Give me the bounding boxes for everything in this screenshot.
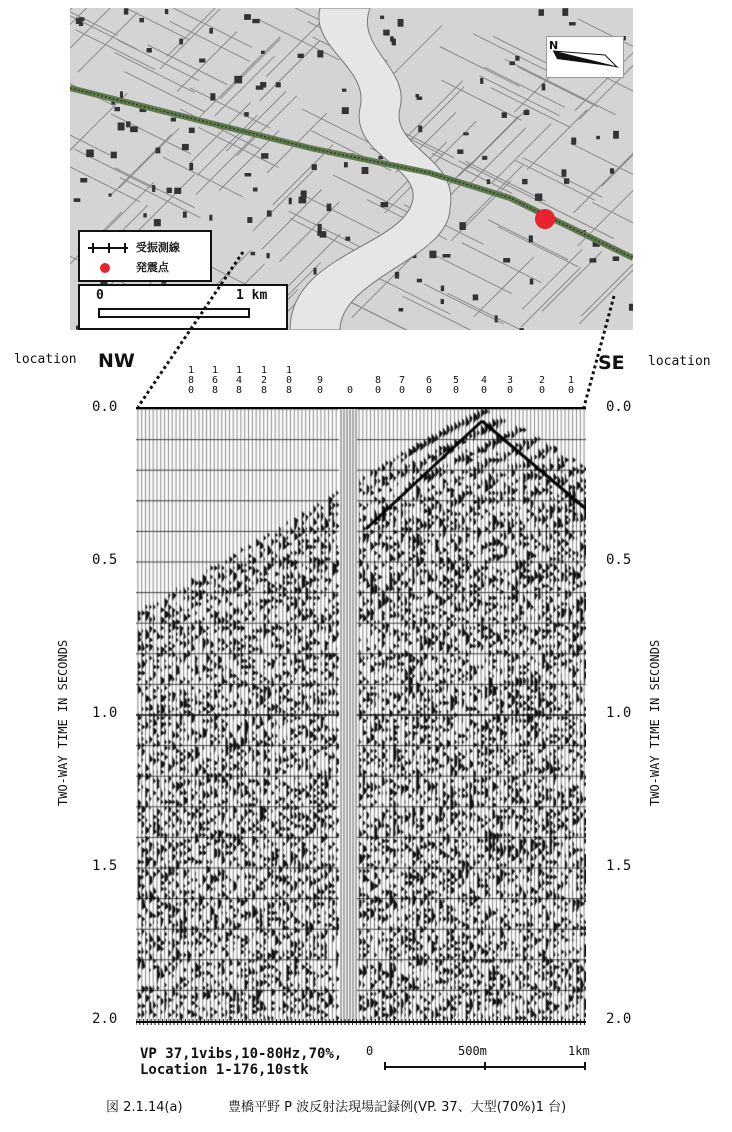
location-digit: 1 — [567, 375, 575, 386]
section-scale-mid: 500m — [458, 1044, 487, 1058]
location-digit: 1 — [285, 365, 293, 376]
right-location-label: location — [648, 354, 711, 369]
location-digit: 8 — [235, 385, 243, 396]
location-column — [345, 386, 355, 396]
location-digit: 1 — [187, 365, 195, 376]
legend-source-point-label: 発震点 — [135, 261, 169, 274]
time-tick-left: 2.0 — [92, 1011, 118, 1027]
time-tick-left: 1.5 — [92, 858, 118, 874]
right-axis-title: TWO-WAY TIME IN SECONDS — [648, 639, 662, 806]
direction-nw: NW — [98, 350, 135, 372]
location-digit: 9 — [316, 375, 324, 386]
map-scale-end: 1 km — [236, 288, 268, 303]
figure-caption: 豊橋平野 P 波反射法現場記録例(VP. 37、大型(70%)1 台) — [228, 1100, 567, 1115]
location-digit: 8 — [260, 385, 268, 396]
location-digit: 0 — [425, 385, 433, 396]
location-column — [210, 366, 220, 396]
acquisition-params — [140, 1046, 342, 1078]
time-tick-right: 1.5 — [606, 858, 632, 874]
location-column — [186, 366, 196, 396]
time-tick-right: 2.0 — [606, 1011, 632, 1027]
location-digit: 0 — [506, 385, 514, 396]
seismic-traces — [136, 409, 586, 1021]
location-digit: 6 — [211, 375, 219, 386]
location-digit: 1 — [211, 365, 219, 376]
location-digit: 8 — [285, 385, 293, 396]
params-line-1: VP 37,1vibs,10-80Hz,70%, — [140, 1046, 343, 1062]
north-label: N — [549, 39, 559, 52]
left-axis-title: TWO-WAY TIME IN SECONDS — [56, 639, 70, 806]
seismic-record — [136, 407, 586, 1023]
location-digit: 8 — [211, 385, 219, 396]
location-digit: 1 — [260, 365, 268, 376]
location-column — [373, 376, 383, 396]
location-digit: 0 — [187, 385, 195, 396]
location-column — [424, 376, 434, 396]
location-digit: 0 — [538, 385, 546, 396]
location-digit: 8 — [187, 375, 195, 386]
trace-tick-strip — [136, 1019, 586, 1027]
location-column — [259, 366, 269, 396]
location-digit: 0 — [316, 385, 324, 396]
location-digit: 4 — [235, 375, 243, 386]
location-column — [566, 376, 576, 396]
time-tick-left: 0.0 — [92, 399, 118, 415]
direction-se: SE — [598, 352, 625, 374]
location-digit: 6 — [425, 375, 433, 386]
location-digit: 0 — [480, 385, 488, 396]
location-column — [284, 366, 294, 396]
location-digit: 0 — [398, 385, 406, 396]
location-column — [537, 376, 547, 396]
section-scale — [362, 1044, 592, 1074]
time-tick-right: 0.5 — [606, 552, 632, 568]
location-column — [479, 376, 489, 396]
location-digit: 0 — [452, 385, 460, 396]
location-column — [234, 366, 244, 396]
left-location-label: location — [14, 352, 77, 367]
location-digit: 0 — [374, 385, 382, 396]
location-digit: 2 — [538, 375, 546, 386]
location-digit: 1 — [235, 365, 243, 376]
location-column — [451, 376, 461, 396]
location-digit: 0 — [346, 385, 354, 396]
location-digit: 5 — [452, 375, 460, 386]
time-tick-left: 0.5 — [92, 552, 118, 568]
location-digit: 2 — [260, 375, 268, 386]
location-column — [315, 376, 325, 396]
legend-receiver-line-label: 受振測線 — [135, 241, 180, 254]
section-scale-end: 1km — [568, 1044, 590, 1058]
location-digit: 3 — [506, 375, 514, 386]
location-digit: 4 — [480, 375, 488, 386]
params-line-2: Location 1-176,10stk — [140, 1062, 309, 1078]
figure-number: 図 2.1.14(a) — [106, 1100, 183, 1115]
location-column — [505, 376, 515, 396]
section-scale-start: 0 — [366, 1044, 374, 1058]
time-tick-right: 1.0 — [606, 705, 632, 721]
location-digit: 0 — [567, 385, 575, 396]
location-column — [397, 376, 407, 396]
time-tick-left: 1.0 — [92, 705, 118, 721]
location-digit: 0 — [285, 375, 293, 386]
location-digit: 8 — [374, 375, 382, 386]
time-tick-right: 0.0 — [606, 399, 632, 415]
map-scale-start: 0 — [96, 288, 104, 303]
location-digit: 7 — [398, 375, 406, 386]
